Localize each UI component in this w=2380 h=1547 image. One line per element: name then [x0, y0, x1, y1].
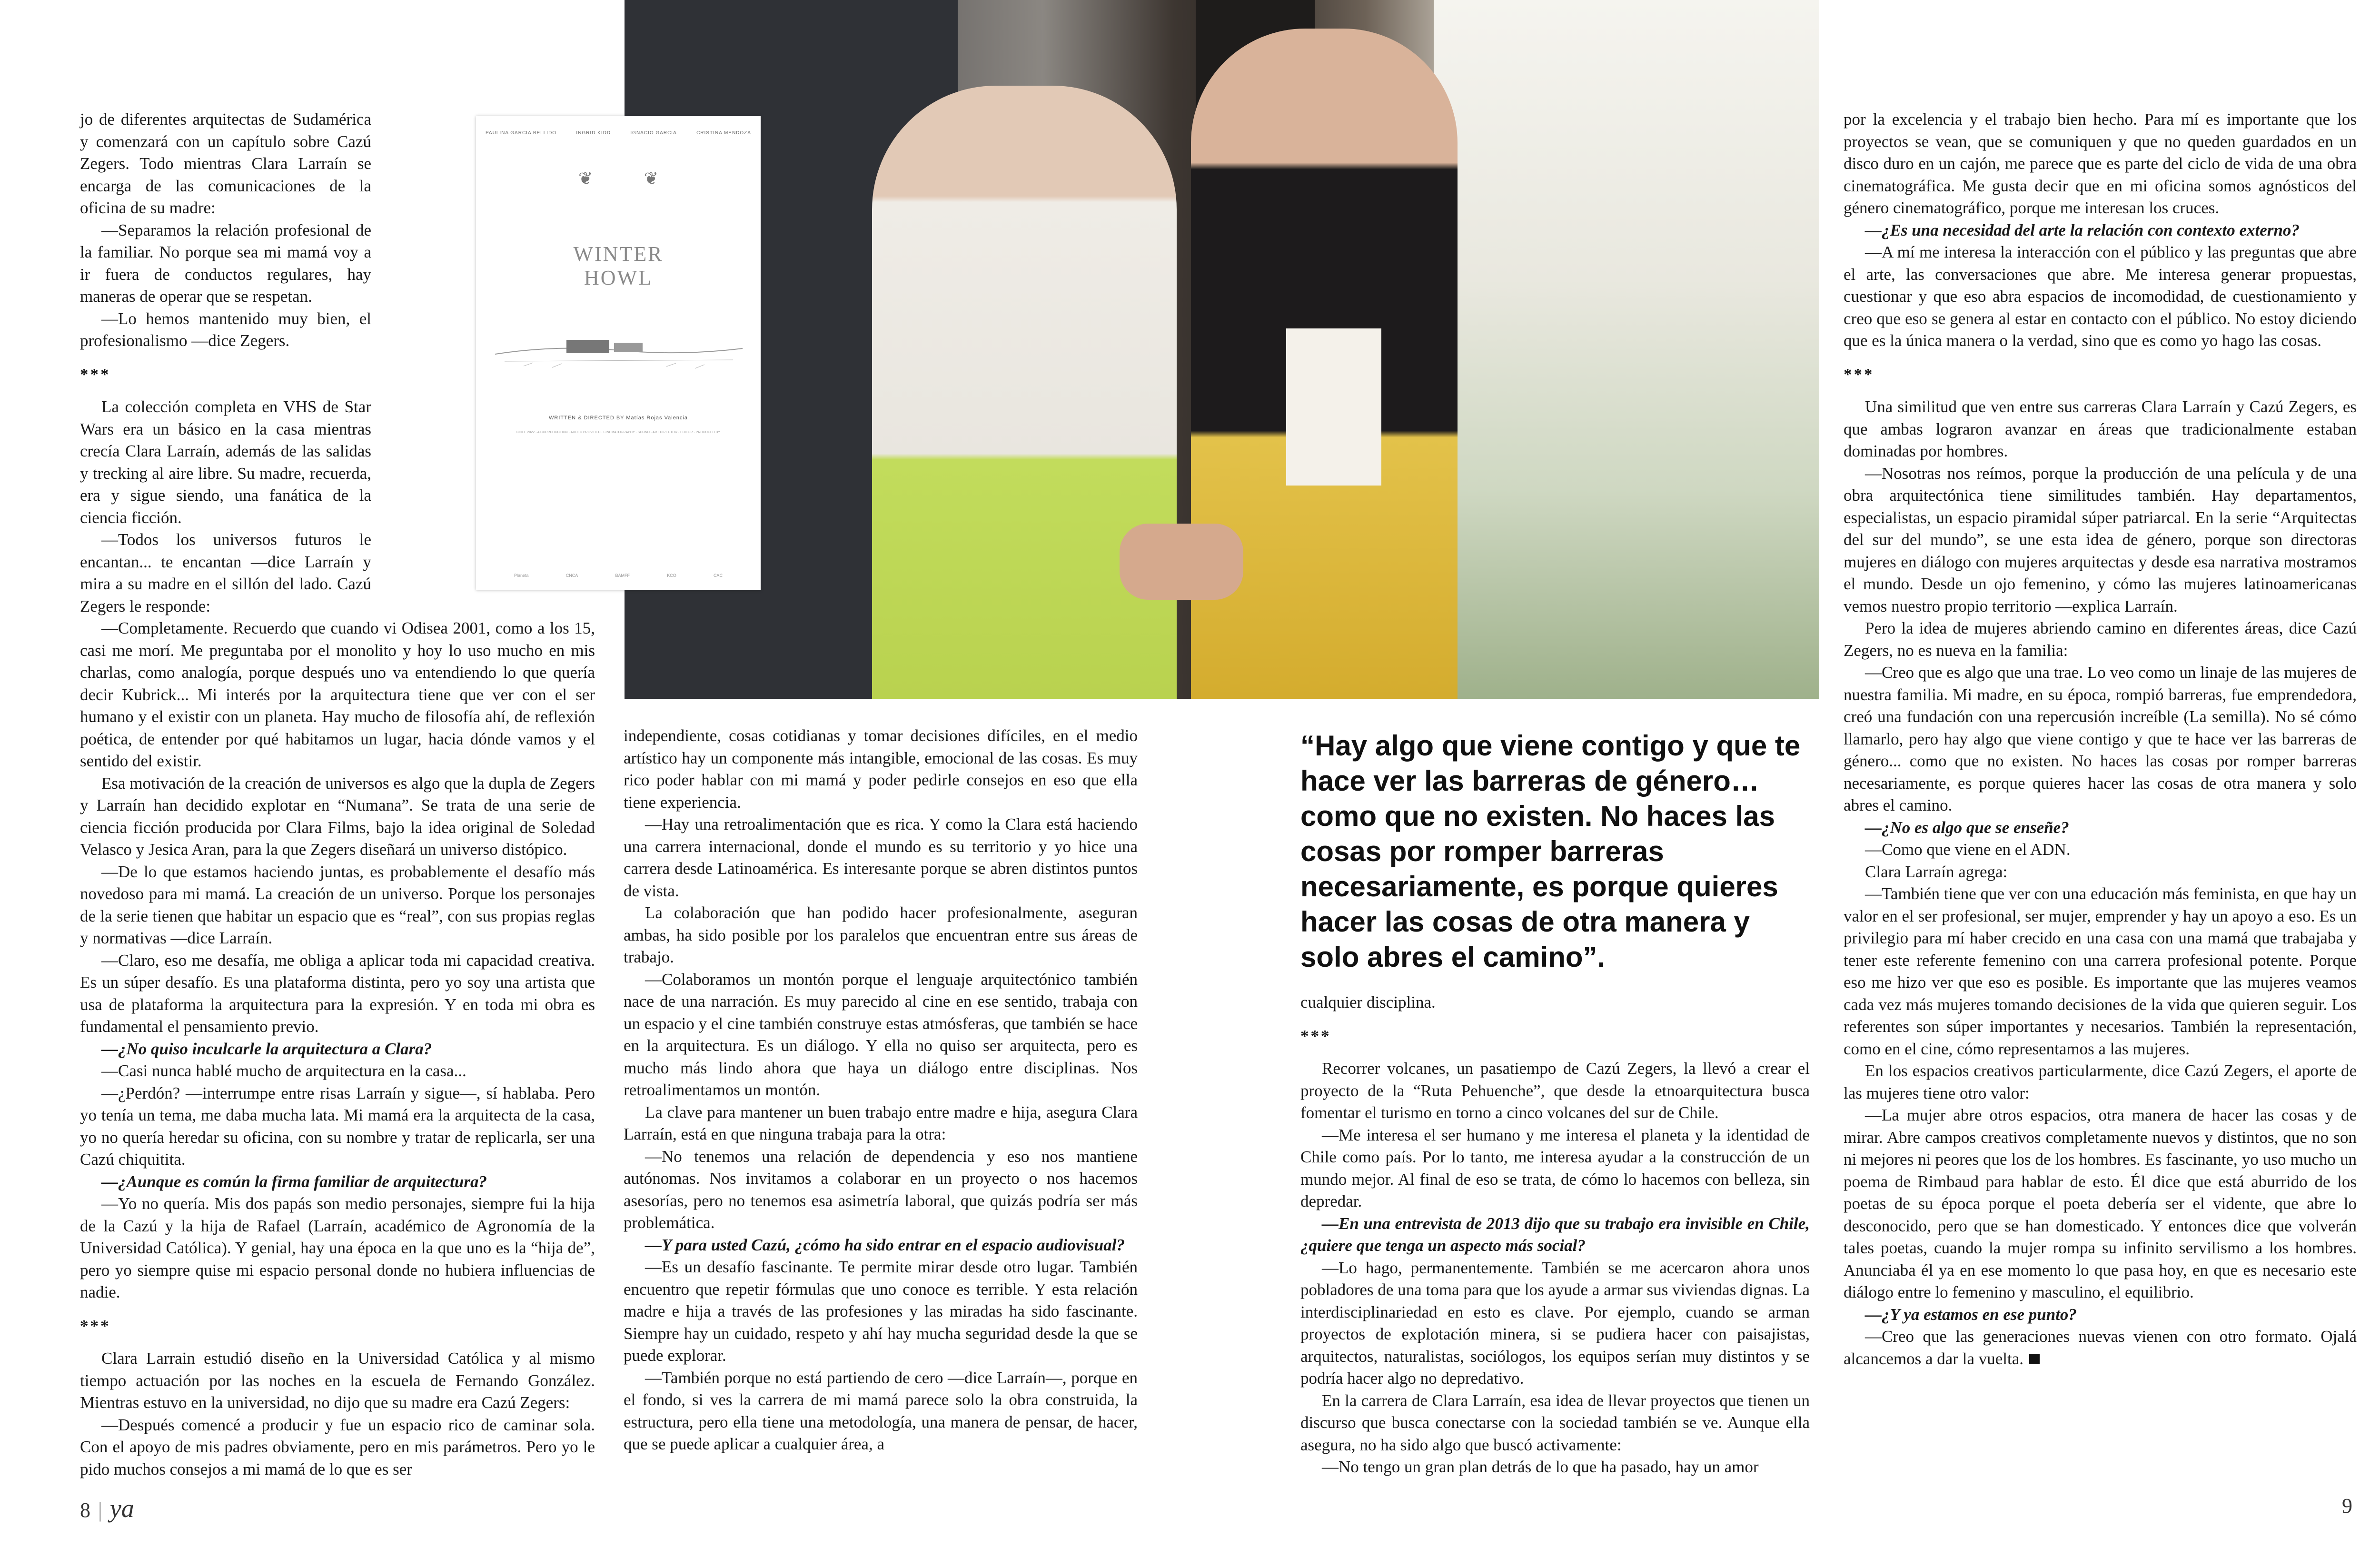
page-number: 9 [2342, 1494, 2352, 1517]
article-column-1 [80, 109, 595, 1480]
poster-logo: Planeta [514, 573, 529, 578]
poster-credit: IGNACIO GARCIA [630, 130, 677, 136]
paragraph: —Me interesa el ser humano y me interesa el planeta y la identidad de Chile como país. Por lo tanto, me interesa ayudar a la construcción de un mundo mejor. Al final de eso se trata, de cómo lo hacemos con belleza, sin depredar. [1300, 1125, 1810, 1210]
photo-person-left [872, 86, 1177, 699]
interview-question: —En una entrevista de 2013 dijo que su trabajo era invisible en Chile, ¿quiere que tenga un aspecto más social? [1300, 1214, 1810, 1255]
paragraph: —También porque no está partiendo de cero —dice Larraín—, porque en el fondo, si ves la carrera de mi mamá parece solo la obra construida, la estructura, pero ella tiene una metodología, una manera de pensar, de hacer, que se puede aplicar a cualquier área, a [624, 1368, 1138, 1453]
paragraph: —La mujer abre otros espacios, otra manera de hacer las cosas y de mirar. Abre campos creativos completamente nuevos y distintos, que no son ni mejores ni peores que los de los hombres. Es fascinante, yo uso mucho un poema de Rimbaud para hablar de esto. Él dice que está aburrido de los poetas de su época porque el poeta debería ser el vidente, que abre lo desconocido, pero que se han domesticado. Y entonces dice que volverán tales poetas, cuando la mujer rompa su infinito servilismo a los hombres. Anunciaba él ya en ese momento lo que pasa hoy, en que es necesario este diálogo entre lo femenino y masculino, el equilibrio. [1844, 1106, 2357, 1301]
paragraph: —Lo hago, permanentemente. También se me acercaron ahora unos pobladores de una toma para que los ayude a armar sus viviendas dignas. La interdisciplinariedad en esto es clave. Por ejemplo, cuando se arman proyectos de explotación minera, si se pudiera hacer con paisajistas, arquitectos, naturalistas, sociólogos, los equipos serían muy distintos y se podría hacer algo no depredativo. [1300, 1258, 1810, 1388]
paragraph: independiente, cosas cotidianas y tomar decisiones difíciles, en el medio artístico hay un componente más intangible, emocional de las cosas. Es muy rico poder hablar con mi mamá y poder pedirle consejos en eso que ella tiene experiencia. [624, 726, 1138, 812]
article-column-3 [1300, 992, 1810, 1478]
paragraph: cualquier disciplina. [1300, 993, 1436, 1012]
interview-question: —¿No es algo que se enseñe? [1865, 818, 2069, 837]
paragraph: —Lo hemos mantenido muy bien, el profesionalismo —dice Zegers. [80, 309, 371, 350]
poster-credit: CRISTINA MENDOZA [696, 130, 751, 136]
paragraph: La clave para mantener un buen trabajo entre madre e hija, asegura Clara Larraín, está en que ninguna trabaja para la otra: [624, 1102, 1138, 1143]
paragraph: jo de diferentes arquitectas de Sudamérica y comenzará con un capítulo sobre Cazú Zegers. Todo mientras Clara Larraín se encarga de las comunicaciones de la oficina de su madre: [80, 110, 371, 217]
paragraph: —Después comencé a producir y fue un espacio rico de caminar sola. Con el apoyo de mis padres obviamente, pero en mis parámetros. Pero yo le pido muchos consejos a mi mamá de lo que es ser [80, 1415, 595, 1478]
end-mark-icon [2029, 1354, 2040, 1364]
paragraph: La colaboración que han podido hacer profesionalmente, aseguran ambas, ha sido posible por los paralelos que encuentran entre sus áreas de trabajo. [624, 903, 1138, 966]
interview-question: —¿No quiso inculcarle la arquitectura a Clara? [101, 1039, 432, 1058]
paragraph: En los espacios creativos particularmente, dice Cazú Zegers, el aporte de las mujeres tiene otro valor: [1844, 1061, 2357, 1102]
section-separator: *** [1844, 365, 1874, 384]
paragraph: La colección completa en VHS de Star Wars era un básico en la casa mientras crecía Clara Larraín, además de las salidas y trecking al aire libre. Su madre, recuerda, era y sigue siendo, una fanática de la ciencia ficción. [80, 397, 371, 527]
paragraph: por la excelencia y el trabajo bien hecho. Para mí es importante que los proyectos se vean, que se comuniquen y que no queden guardados en un disco duro en un cajón, me parece que es parte del ciclo de vida de una obra cinematográfica. Me gusta decir que en mi oficina somos agnósticos del género cinematográfico, porque me interesan los cruces. [1844, 110, 2357, 217]
section-separator: *** [80, 365, 111, 384]
poster-float-spacer [371, 109, 595, 604]
paragraph: Una similitud que ven entre sus carreras Clara Larraín y Cazú Zegers, es que ambas lograron avanzar en áreas que tradicionalmente estaban dominadas por hombres. [1844, 397, 2357, 460]
poster-logo: CAC [713, 573, 723, 578]
paragraph: —Nosotras nos reímos, porque la producción de una película y de una obra arquitectónica tiene similitudes también. Hay departamentos, especialistas, un espacio piramidal súper patriarcal. En la serie “Arquitectas del sur del mundo”, se une esta idea de género, porque son directoras mujeres en diálogo con mujeres arquitectas y desde esa narrativa mostramos el mundo. Desde un ojo femenino, y cómo las mujeres latinoamericanas vemos nuestro propio territorio —explica Larraín. [1844, 464, 2357, 615]
photo-window [1434, 0, 1819, 699]
section-separator: *** [1300, 1026, 1331, 1045]
paragraph: —Creo que las generaciones nuevas vienen con otro formato. Ojalá alcancemos a dar la vuelta. [1844, 1327, 2357, 1368]
paragraph: —No tenemos una relación de dependencia y eso nos mantiene autónomas. Nos invitamos a colaborar en un proyecto o nos hacemos asesorías, pero no tenemos esa asimetría laboral, que quizás podría ser más problemática. [624, 1147, 1138, 1232]
paragraph: Pero la idea de mujeres abriendo camino en diferentes áreas, dice Cazú Zegers, no es nueva en la familia: [1844, 619, 2357, 660]
poster-credit: INGRID KIDD [576, 130, 611, 136]
magazine-logo: ya [109, 1494, 134, 1523]
interview-question: —¿Aunque es común la firma familiar de arquitectura? [101, 1172, 487, 1191]
poster-logo: CNCA [565, 573, 578, 578]
paragraph: —Casi nunca hablé mucho de arquitectura en la casa... [101, 1061, 466, 1080]
paragraph: —No tengo un gran plan detrás de lo que ha pasado, hay un amor [1322, 1458, 1759, 1476]
photo-white-top [1286, 328, 1381, 486]
paragraph: —Hay una retroalimentación que es rica. Y como la Clara está haciendo una carrera internacional, donde el mundo es su territorio y yo hice una carrera desde Latinoamérica. Es interesante porque se abren distintos puntos de vista. [624, 815, 1138, 900]
interview-question: —¿Es una necesidad del arte la relación con contexto externo? [1865, 220, 2300, 239]
poster-logo: KCO [667, 573, 676, 578]
paragraph: Clara Larraín agrega: [1865, 862, 2008, 881]
interview-question: —¿Y ya estamos en ese punto? [1865, 1305, 2077, 1324]
paragraph: En la carrera de Clara Larraín, esa idea de llevar proyectos que tienen un discurso que busca conectarse con la sociedad también se ve. Aunque ella asegura, no ha sido algo que buscó activamente: [1300, 1391, 1810, 1454]
section-separator: *** [80, 1316, 111, 1335]
paragraph: Esa motivación de la creación de universos es algo que la dupla de Zegers y Larraín han decidido explotar en “Numana”. Se trata de una serie de ciencia ficción producida por Clara Films, bajo la idea original de Soledad Velasco y Jesica Aran, para la que Zegers diseñará un universo distópico. [80, 774, 595, 859]
article-column-4 [1844, 109, 2357, 1370]
laurel-icon: ❦ [578, 169, 593, 188]
photo-hands [1120, 524, 1243, 600]
paragraph: —Todos los universos futuros le encantan... te encantan —dice Larraín y mira a su madre en el sillón del lado. Cazú Zegers le responde: [80, 530, 371, 615]
poster-title-line2: HOWL [584, 266, 653, 289]
laurel-icon: ❦ [644, 169, 658, 188]
poster-fine-print: CHILE 2022 · A COPRODUCTION · ADDED PROVIDED · CINEMATOGRAPHY · SOUND · ART DIRECTOR · EDITOR · PRODUCED BY [516, 431, 721, 434]
poster-logo: BAMFF [615, 573, 630, 578]
paragraph: —Yo no quería. Mis dos papás son medio personajes, siempre fui la hija de la Cazú y la hija de Rafael (Larraín, académico de Agronomía de la Universidad Católica). Y genial, hay una época en la que uno es la “hija de”, pero yo siempre quise mi espacio personal donde no hubiera influencias de nadie. [80, 1194, 595, 1301]
paragraph: Clara Larrain estudió diseño en la Universidad Católica y al mismo tiempo actuación por las noches en la escuela de Fernando González. Mientras estuvo en la universidad, no dijo que su madre era Cazú Zegers: [80, 1349, 595, 1412]
paragraph: —Separamos la relación profesional de la familiar. No porque sea mi mamá voy a ir fuera de conductos regulares, hay maneras de operar que se respetan. [80, 220, 371, 306]
page-folio-right [2342, 1494, 2352, 1518]
poster-title-line1: WINTER [573, 242, 664, 266]
paragraph: —También tiene que ver con una educación más feminista, en que hay un valor en el ser profesional, ser mujer, emprender y hay un apoyo a eso. Es un privilegio para mí haber crecido en una casa con una mamá que trabajaba y tener este referente femenino con una carrera profesional potente. Porque eso me hizo ver que eso es posible. Es importante que las mujeres veamos cada vez más mujeres tomando decisiones de la vida que quieren seguir. Los referentes son súper importantes y necesarios. También la representación, como en el cine, cómo representamos a las mujeres. [1844, 884, 2357, 1058]
poster-written-directed: WRITTEN & DIRECTED BY Matías Rojas Valencia [549, 415, 688, 421]
paragraph: —Completamente. Recuerdo que cuando vi Odisea 2001, como a los 15, casi me morí. Me preguntaba por el monolito y hoy lo uso mucho en mis charlas, como analogía, porque después uno va entendiendo lo que quería decir Kubrick... Mi interés por la arquitectura tiene que ver con el ser humano y el existir con un planeta. Hay mucho de filosofía ahí, de reflexión poética, de entender por qué habitamos un lugar, hacia dónde vamos y el sentido del existir. [80, 619, 595, 770]
pull-quote: “Hay algo que viene contigo y que te hace ver las barreras de género… como que no existen. No haces las cosas por romper barreras necesariamente, es porque quieres hacer las cosas de otra manera y solo abres el camino”. [1300, 730, 1801, 973]
paragraph: —Como que viene en el ADN. [1865, 840, 2071, 859]
page-folio-left: 8 | ya [80, 1494, 134, 1523]
article-column-2 [624, 725, 1138, 1456]
portrait-photo [625, 0, 1819, 699]
paragraph: —¿Perdón? —interrumpe entre risas Larraín y sigue—, sí hablaba. Pero yo tenía un tema, me daba mucha lata. Mi mamá era la arquitecta de la casa, yo no quería heredar su oficina, con su nombre y tratar de replicarla, ser una Cazú chiquitita. [80, 1083, 595, 1169]
paragraph: —Colaboramos un montón porque el lenguaje arquitectónico también nace de una narración. Es muy parecido al cine en ese sentido, trabaja con un espacio y el cine también construye estas atmósferas, que también se hace en la arquitectura. Es un diálogo. Y ella no quiso ser arquitecta, pero es mucho más lindo ahora que haya un diálogo entre disciplinas. Nos retroalimentamos un montón. [624, 970, 1138, 1099]
paragraph: —A mí me interesa la interacción con el público y las preguntas que abre el arte, las conversaciones que abre. Me interesa generar propuestas, cuestionar y que eso abra espacios de incomodidad, de cuestionamiento y creo que eso se genera al estar en contacto con el público. No estoy diciendo que es la única manera o la verdad, sino que es como yo hago las cosas. [1844, 243, 2357, 350]
paragraph: —Creo que es algo que una trae. Lo veo como un linaje de las mujeres de nuestra familia. Mi madre, en su época, rompió barreras, fue emprendedora, creó una fundación con una repercusión increíble (La semilla). No sé cómo llamarlo, pero hay algo que viene contigo y que te hace ver las barreras de género... como que no existen. No haces las cosas por romper barreras necesariamente, es porque quieres hacer las cosas de otra manera y solo abres el camino. [1844, 663, 2357, 814]
page-number: 8 [80, 1498, 90, 1522]
paragraph: —Claro, eso me desafía, me obliga a aplicar toda mi capacidad creativa. Es un súper desafío. Es una plataforma distinta, pero yo soy una artista que usa de plataforma la arquitectura para la expresión. Y en toda mi obra es fundamental el pensamiento previo. [80, 951, 595, 1036]
poster-credit: PAULINA GARCIA BELLIDO [486, 130, 557, 136]
interview-question: —Y para usted Cazú, ¿cómo ha sido entrar en el espacio audiovisual? [645, 1235, 1125, 1254]
paragraph: —Es un desafío fascinante. Te permite mirar desde otro lugar. También encuentro que repetir fórmulas que uno conoce es terrible. Y esta relación madre e hija a través de las profesiones y las miradas ha sido fascinante. Siempre hay un cuidado, respeto y ahí hay mucha seguridad desde la que se puede explorar. [624, 1258, 1138, 1365]
paragraph: —De lo que estamos haciendo juntas, es probablemente el desafío más novedoso para mi mamá. La creación de un universo. Porque los personajes de la serie tienen que habitar un espacio que es “real”, con sus propias reglas y normativas —dice Larraín. [80, 862, 595, 947]
paragraph: Recorrer volcanes, un pasatiempo de Cazú Zegers, la llevó a crear el proyecto de la “Ruta Pehuenche”, que desde la etnoarquitectura busca fomentar el turismo en torno a cinco volcanes del sur de Chile. [1300, 1059, 1810, 1122]
